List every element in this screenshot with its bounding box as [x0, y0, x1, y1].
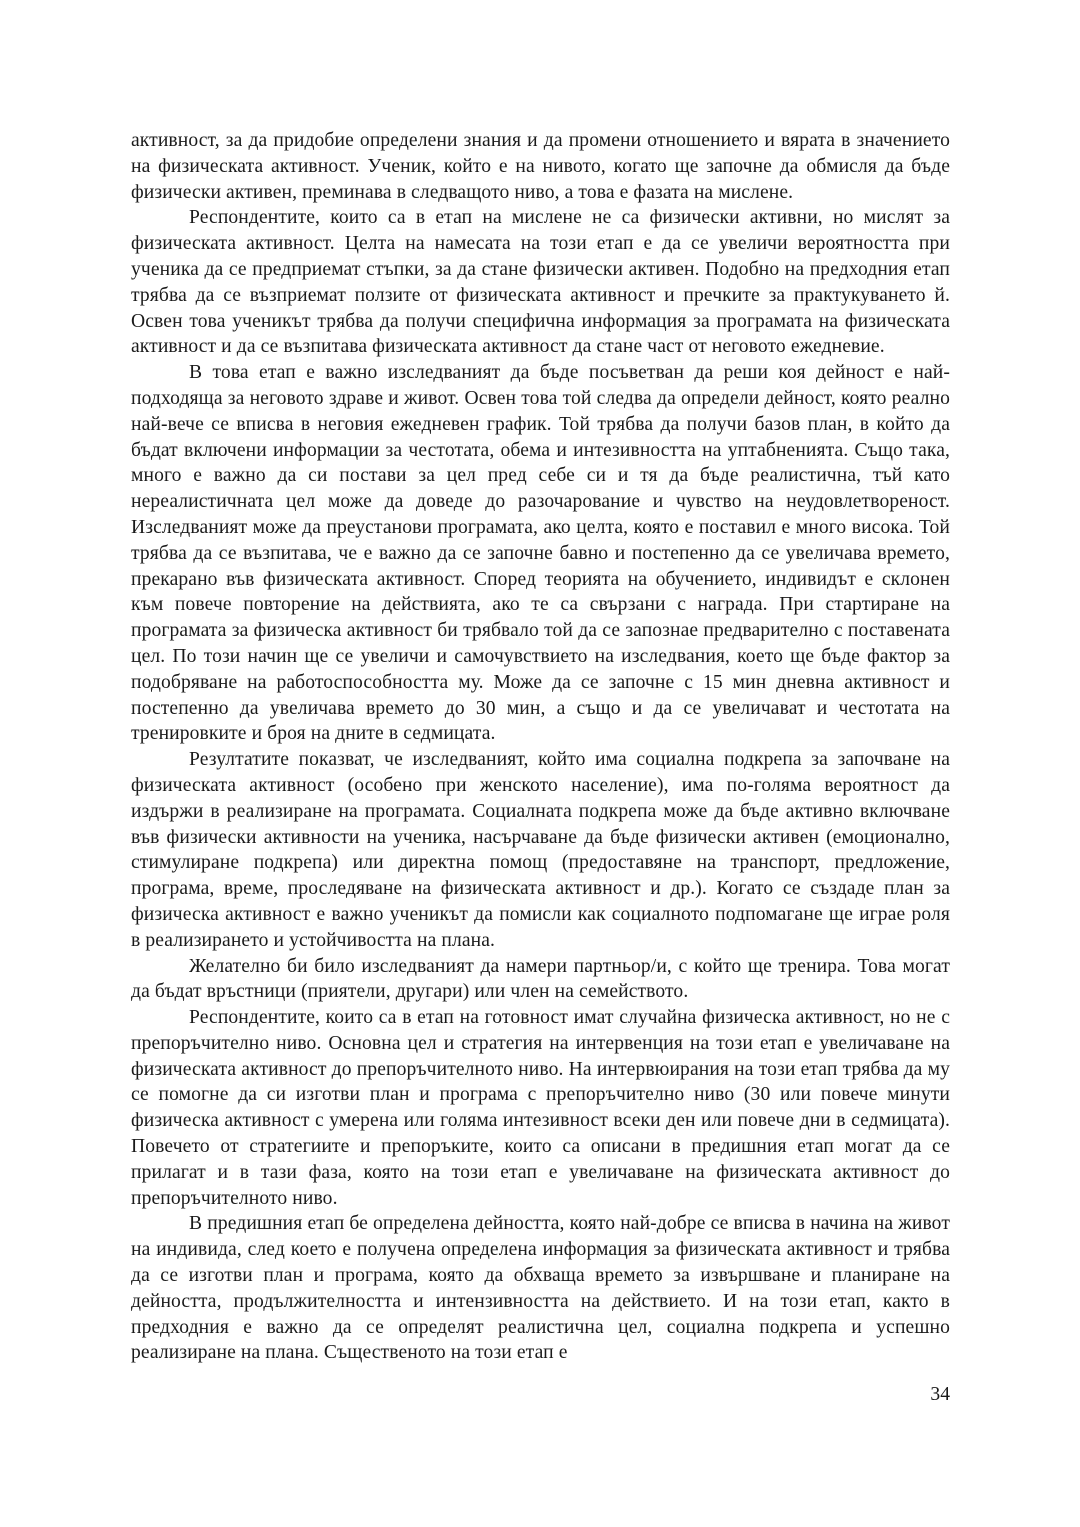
paragraph: Респондентите, които са в етап на мислене не са физически активни, но мислят за физическата активност. Целта на намесата на този етап е да се увеличи вероятността при ученика да се предприемат стъпки, за да стане физически активен. Подобно на предходния етап трябва да се възприемат ползите от физическата активност и пречките за практукуването й. Освен това ученикът трябва да получи специфична информация за програмата на физическата активност и да се възпитава физическата активност да стане част от неговото ежедневие. [131, 207, 950, 358]
paragraph: активност, за да придобие определени знания и да промени отношението и вярата в значението на физическата активност. Ученик, който е на нивото, когато ще започне да обмисля да бъде физически активен, преминава в следващото ниво, а това е фазата на мислене. [131, 130, 950, 203]
paragraph: Желателно би било изследваният да намери партньор/и, с който ще тренира. Това могат да бъдат връстници (приятели, другари) или член на семейството. [131, 955, 950, 1003]
paragraph: Респондентите, които са в етап на готовност имат случайна физическа активност, но не с препоръчително ниво. Основна цел и стратегия на интервенция на този етап е увеличаване на физическата активност до препоръчителното ниво. На интервюирания на този етап трябва да му се помогне да си изготви план и програма с препоръчително ниво (30 или повече минути физическа активност с умерена или голяма интезивност всеки ден или повече дни в седмицата). Повечето от стратегиите и препоръките, които са описани в предишния етап могат да се прилагат и в тази фаза, която на този етап е увеличаване на физическата активност до препоръчителното ниво. [131, 1007, 950, 1209]
text-body [131, 128, 950, 1366]
paragraph: Резултатите показват, че изследваният, който има социална подкрепа за започване на физическата активност (особено при женското население), има по-голяма вероятност да издържи в реализиране на програмата. Социалната подкрепа може да бъде активно включване във физически активности на ученика, насърчаване да бъде физически активен (емоционално, стимулиране подкрепа) или директна помощ (предоставяне на транспорт, предложение, програма, време, проследяване на физическата активност и др.). Когато се създаде план за физическа активност е важно ученикът да помисли как социалното подпомагане ще играе роля в реализирането и устойчивостта на плана. [131, 749, 950, 951]
page-number: 34 [930, 1384, 950, 1406]
paragraph: В това етап е важно изследваният да бъде посъветван да реши коя дейност е най-подходяща за неговото здраве и живот. Освен това той следва да определи дейност, която реално най-вече се вписва в неговия ежедневен график. Той трябва да получи базов план, в който да бъдат включени информации за честотата, обема и интезивността на уптабненията. Също така, много е важно да си постави за цел пред себе си и тя да бъде реалистична, тъй като нереалистичната цел може да доведе до разочарование и чувство на неудовлетвореност. Изследваният може да преустанови програмата, ако целта, която е поставил е много висока. Той трябва да се възпитава, че е важно да се започне бавно и постепенно да се увеличава времето, прекарано във физическата активност. Според теорията на обучението, индивидът е склонен към повече повторение на действията, ако те са свързани с награда. При стартиране на програмата за физическа активност би трябвало той да се запознае предварително с поставената цел. По този начин ще се увеличи и самочувствието на изследвания, което ще бъде фактор за подобряване на работоспособността му. Може да се започне с 15 мин дневна активност и постепенно да увеличава времето до 30 мин, а също и да се увеличават и честотата на тренировките и броя на дните в седмицата. [131, 362, 950, 745]
paragraph: В предишния етап бе определена дейността, която най-добре се вписва в начина на живот на индивида, след което е получена определена информация за физическата активност и трябва да се изготви план и програма, която да обхваща времето за извършване и планиране на дейността, продължителността и интензивността на действието. И на този етап, както в предходния е важно да се определят реалистична цел, социална подкрепа и успешно реализиране на плана. Същественото на този етап е [131, 1213, 950, 1364]
